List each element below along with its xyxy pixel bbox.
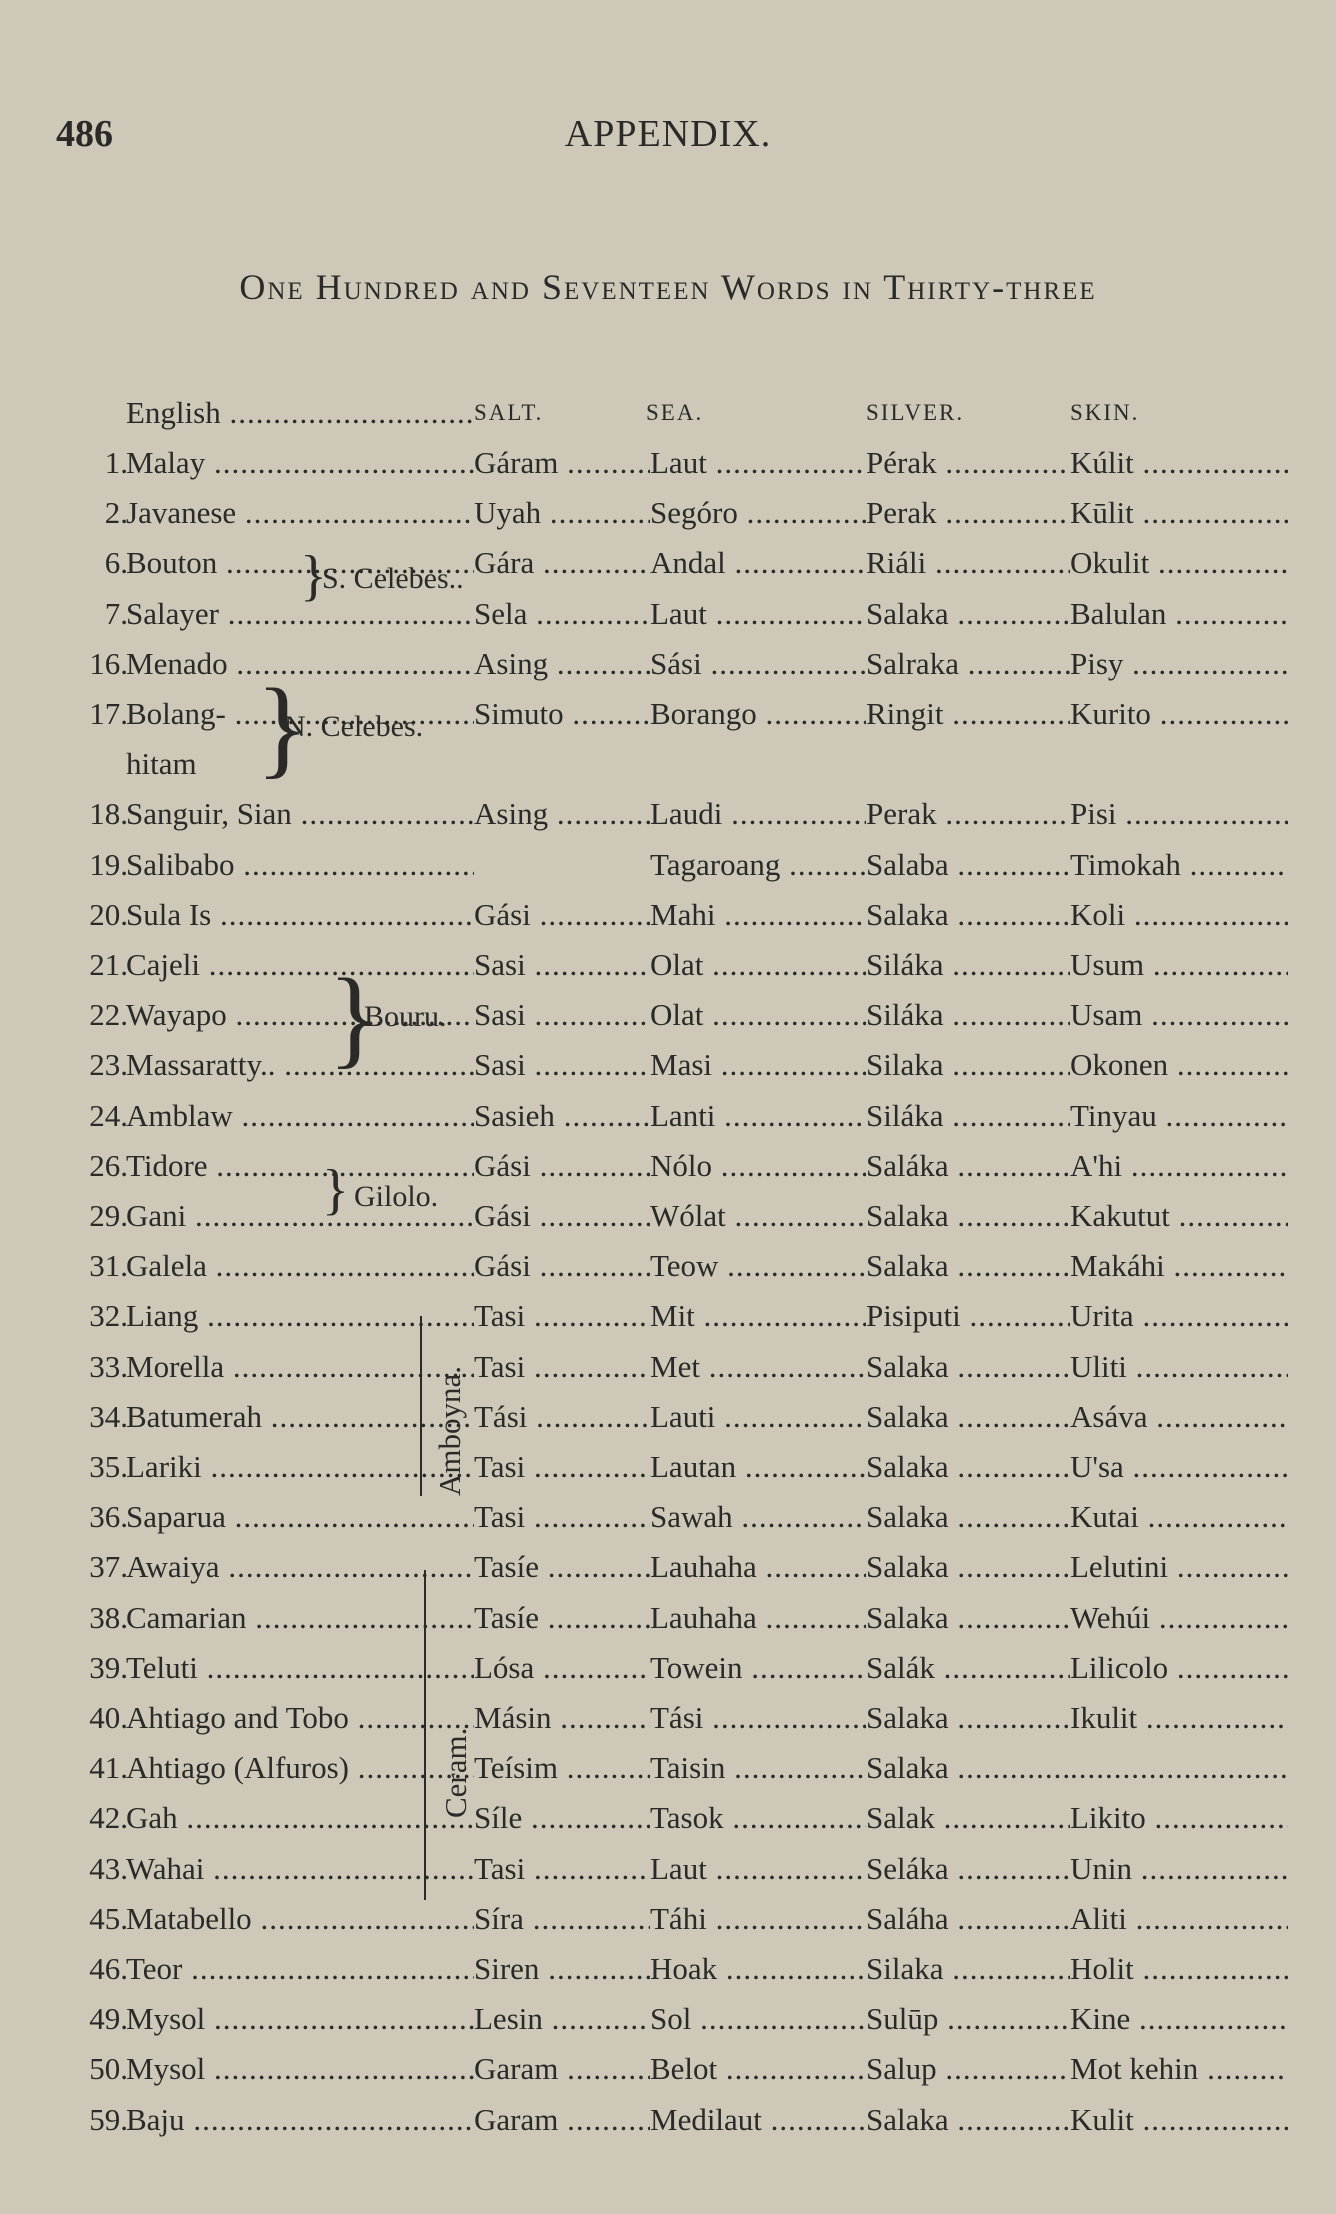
cell-silver: Riáli ..... xyxy=(866,538,1070,588)
cell-silver: Salup ..... xyxy=(866,2044,1070,2094)
cell-skin: Urita ..... xyxy=(1070,1291,1288,1341)
cell-sea: Masi ..... xyxy=(650,1040,866,1090)
header-salt: SALT. xyxy=(474,400,544,425)
cell-silver: Salaka ..... xyxy=(866,2095,1070,2145)
cell-num: 42. xyxy=(89,1800,128,1836)
cell-skin: Kakutut ..... xyxy=(1070,1191,1288,1241)
cell-num: 22. xyxy=(89,997,128,1033)
cell-skin: Lelutini ..... xyxy=(1070,1542,1288,1592)
cell-skin: Okonen ..... xyxy=(1070,1040,1288,1090)
cell-skin: Koli ..... xyxy=(1070,890,1288,940)
cell-sea: Lanti ..... xyxy=(650,1091,866,1141)
cell-skin: Likito ..... xyxy=(1070,1793,1288,1843)
cell-skin: Kūlit ..... xyxy=(1070,488,1288,538)
cell-salt: Másin ..... xyxy=(474,1693,650,1743)
cell-num: 21. xyxy=(89,947,128,982)
cell-skin: Lilicolo ..... xyxy=(1070,1643,1288,1693)
table-row xyxy=(0,1442,1336,1492)
cell-silver: Saláha ..... xyxy=(866,1894,1070,1944)
cell-lang: Ahtiago (Alfuros) ..... xyxy=(126,1743,474,1793)
running-head: APPENDIX. xyxy=(564,113,772,155)
cell-salt: Lósa ..... xyxy=(474,1643,650,1693)
group-bouru: Bouru. xyxy=(364,1000,447,1033)
cell-salt: Gási ..... xyxy=(474,1141,650,1191)
table-row xyxy=(0,890,1336,940)
cell-skin: Aliti ..... xyxy=(1070,1894,1288,1944)
table-row xyxy=(0,1091,1336,1141)
cell-skin: Unin ..... xyxy=(1070,1844,1288,1894)
table-row xyxy=(0,589,1336,639)
cell-salt: Síra ..... xyxy=(474,1894,650,1944)
table-row xyxy=(0,1944,1336,1994)
cell-sea: Sási ..... xyxy=(650,639,866,689)
cell-sea: Laudi ..... xyxy=(650,789,866,839)
table-row xyxy=(0,538,1336,588)
table-row xyxy=(0,940,1336,990)
cell-skin: Kúlit ..... xyxy=(1070,438,1288,488)
cell-lang: Mysol ..... xyxy=(126,2044,474,2094)
cell-lang: Gah ..... xyxy=(126,1793,474,1843)
cell-sea: Sol ..... xyxy=(650,1994,866,2044)
cell-silver: Silaka ..... xyxy=(866,1040,1070,1090)
cell-silver: Salak ..... xyxy=(866,1793,1070,1843)
cell-sea: Lautan ..... xyxy=(650,1442,866,1492)
cell-num: 31. xyxy=(89,1248,128,1284)
cell-num: 39. xyxy=(89,1649,128,1685)
cell-lang: Wayapo ..... xyxy=(126,990,474,1040)
cell-skin: Usum ..... xyxy=(1070,940,1288,990)
cell-salt: Gáram ..... xyxy=(474,438,650,488)
table-row xyxy=(0,1291,1336,1341)
cell-lang: Bolang- ..... xyxy=(126,689,474,739)
cell-sea: Hoak ..... xyxy=(650,1944,866,1994)
cell-sea: Tasok ..... xyxy=(650,1793,866,1843)
cell-silver: Salaba ..... xyxy=(866,840,1070,890)
cell-salt: Garam ..... xyxy=(474,2044,650,2094)
cell-lang: Camarian ..... xyxy=(126,1593,474,1643)
cell-num: 1. xyxy=(104,445,128,480)
s-celebes-brace: } xyxy=(300,545,327,607)
cell-num: 2. xyxy=(104,495,128,531)
cell-sea: Borango ..... xyxy=(650,689,866,739)
cell-silver: Salaka ..... xyxy=(866,589,1070,639)
cell-salt: Simuto ..... xyxy=(474,689,650,739)
cell-salt: Gára ..... xyxy=(474,538,650,588)
cell-lang: Massaratty.. ..... xyxy=(126,1040,474,1090)
cell-num: 33. xyxy=(89,1348,128,1384)
cell-num: 23. xyxy=(89,1047,128,1083)
cell-sea: Olat ..... xyxy=(650,990,866,1040)
table-row xyxy=(0,689,1336,739)
cell-sea: Met ..... xyxy=(650,1342,866,1392)
cell-skin: Kutai ..... xyxy=(1070,1492,1288,1542)
cell-silver: Silaka ..... xyxy=(866,1944,1070,1994)
header-sea: SEA. xyxy=(646,400,704,425)
cell-skin: Makáhi ..... xyxy=(1070,1241,1288,1291)
table-row xyxy=(0,1241,1336,1291)
cell-silver: Seláka ..... xyxy=(866,1844,1070,1894)
cell-sea: Segóro ..... xyxy=(650,488,866,538)
cell-silver: Ringit ..... xyxy=(866,689,1070,739)
cell-sea: Lauti ..... xyxy=(650,1392,866,1442)
table-row xyxy=(0,1191,1336,1241)
cell-lang: Mysol ..... xyxy=(126,1994,474,2044)
table-row xyxy=(0,488,1336,538)
cell-salt: Sasi ..... xyxy=(474,990,650,1040)
cell-sea: Lauhaha ..... xyxy=(650,1593,866,1643)
table-row xyxy=(0,1342,1336,1392)
header-row xyxy=(0,388,1336,438)
cell-num: 59. xyxy=(89,2101,128,2137)
cell-sea: Lauhaha ..... xyxy=(650,1542,866,1592)
cell-skin: Balulan ..... xyxy=(1070,589,1288,639)
cell-salt: Tasi ..... xyxy=(474,1291,650,1341)
table-row xyxy=(0,639,1336,689)
cell-salt: Garam ..... xyxy=(474,2095,650,2145)
cell-lang: Teluti ..... xyxy=(126,1643,474,1693)
table-row xyxy=(0,739,1336,789)
cell-sea: Teow ..... xyxy=(650,1241,866,1291)
cell-skin: U'sa ..... xyxy=(1070,1442,1288,1492)
cell-salt: Tasíe ..... xyxy=(474,1542,650,1592)
cell-num: 26. xyxy=(89,1147,128,1183)
amboyna-bracket xyxy=(420,1316,422,1496)
cell-salt: Gási ..... xyxy=(474,1241,650,1291)
group-s-celebes: S. Celebes.. xyxy=(322,562,464,595)
cell-lang: Saparua ..... xyxy=(126,1492,474,1542)
page-number: 486 xyxy=(56,113,113,155)
table-row xyxy=(0,438,1336,488)
cell-silver: Salák ..... xyxy=(866,1643,1070,1693)
cell-salt: Síle ..... xyxy=(474,1793,650,1843)
cell-lang: Cajeli ..... xyxy=(126,940,474,990)
cell-sea: Wólat ..... xyxy=(650,1191,866,1241)
cell-lang: Sanguir, Sian ..... xyxy=(126,789,474,839)
cell-salt: Sasieh ..... xyxy=(474,1091,650,1141)
cell-skin xyxy=(1070,1743,1288,1793)
cell-silver: Salaka ..... xyxy=(866,1191,1070,1241)
cell-lang: Lariki ..... xyxy=(126,1442,474,1492)
cell-salt: Tási ..... xyxy=(474,1392,650,1442)
cell-salt: Siren ..... xyxy=(474,1944,650,1994)
cell-lang: Menado ..... xyxy=(126,639,474,689)
cell-salt: Asing ..... xyxy=(474,639,650,689)
cell-num: 37. xyxy=(89,1549,128,1585)
gilolo-brace: } xyxy=(322,1159,349,1221)
cell-lang: Awaiya ..... xyxy=(126,1542,474,1592)
cell-num: 49. xyxy=(89,2001,128,2037)
cell-lang: Wahai ..... xyxy=(126,1844,474,1894)
cell-silver: Salaka ..... xyxy=(866,1241,1070,1291)
cell-num: 46. xyxy=(89,1951,128,1986)
cell-num: 16. xyxy=(89,645,128,681)
cell-salt: Tasi ..... xyxy=(474,1844,650,1894)
cell-skin: Kine ..... xyxy=(1070,1994,1288,2044)
cell-lang: Batumerah ..... xyxy=(126,1392,474,1442)
cell-sea: Tási ..... xyxy=(650,1693,866,1743)
cell-lang: Javanese ..... xyxy=(126,488,474,538)
cell-sea: Belot ..... xyxy=(650,2044,866,2094)
table-row xyxy=(0,1643,1336,1693)
cell-skin: A'hi ..... xyxy=(1070,1141,1288,1191)
cell-salt: Uyah ..... xyxy=(474,488,650,538)
cell-lang: Liang ..... xyxy=(126,1291,474,1341)
cell-num: 24. xyxy=(89,1097,128,1133)
cell-silver: Salaka ..... xyxy=(866,1442,1070,1492)
cell-lang: hitam xyxy=(126,746,197,782)
cell-salt: Sela ..... xyxy=(474,589,650,639)
cell-lang: Ahtiago and Tobo ..... xyxy=(126,1693,474,1743)
cell-silver: Salaka ..... xyxy=(866,1542,1070,1592)
cell-sea: Táhi ..... xyxy=(650,1894,866,1944)
cell-lang: Malay ..... xyxy=(126,438,474,488)
cell-silver: Salaka ..... xyxy=(866,1693,1070,1743)
cell-num: 36. xyxy=(89,1499,128,1535)
cell-silver: Salaka ..... xyxy=(866,1342,1070,1392)
cell-silver: Salaka ..... xyxy=(866,1492,1070,1542)
cell-num: 50. xyxy=(89,2051,128,2087)
cell-num: 19. xyxy=(89,846,128,882)
cell-sea: Taisin ..... xyxy=(650,1743,866,1793)
cell-num: 7. xyxy=(104,595,128,631)
group-n-celebes: N. Celebes. xyxy=(284,710,424,743)
cell-skin: Mot kehin ..... xyxy=(1070,2044,1288,2094)
cell-skin: Usam ..... xyxy=(1070,990,1288,1040)
table-row xyxy=(0,2044,1336,2094)
table-row xyxy=(0,2095,1336,2145)
header-skin: SKIN. xyxy=(1070,400,1140,425)
cell-silver: Salaka ..... xyxy=(866,1392,1070,1442)
cell-silver: Sulūp ..... xyxy=(866,1994,1070,2044)
cell-silver: Salraka ..... xyxy=(866,639,1070,689)
cell-sea: Towein ..... xyxy=(650,1643,866,1693)
cell-lang: Morella ..... xyxy=(126,1342,474,1392)
table-row xyxy=(0,840,1336,890)
cell-num: 40. xyxy=(89,1700,128,1735)
cell-sea: Sawah ..... xyxy=(650,1492,866,1542)
cell-salt: Tasíe ..... xyxy=(474,1593,650,1643)
cell-lang: Tidore ..... xyxy=(126,1141,474,1191)
n-celebes-brace: } xyxy=(256,666,309,788)
table-title: One Hundred and Seventeen Words in Thirty-three xyxy=(239,267,1097,307)
cell-silver: Salaka ..... xyxy=(866,1593,1070,1643)
cell-skin: Holit ..... xyxy=(1070,1944,1288,1994)
cell-sea: Mit ..... xyxy=(650,1291,866,1341)
table-row xyxy=(0,1994,1336,2044)
cell-skin: Uliti ..... xyxy=(1070,1342,1288,1392)
group-amboyna: Amboyna. xyxy=(432,1365,467,1496)
cell-skin: Ikulit ..... xyxy=(1070,1693,1288,1743)
table-row xyxy=(0,1141,1336,1191)
cell-salt: Teísim ..... xyxy=(474,1743,650,1793)
cell-num: 35. xyxy=(89,1449,128,1484)
cell-silver: Saláka ..... xyxy=(866,1141,1070,1191)
cell-sea: Laut ..... xyxy=(650,1844,866,1894)
table-row xyxy=(0,1793,1336,1843)
cell-num: 17. xyxy=(89,696,128,731)
cell-silver: Siláka ..... xyxy=(866,1091,1070,1141)
table-row xyxy=(0,1040,1336,1090)
group-ceram: Ceram. xyxy=(438,1727,473,1818)
cell-num: 29. xyxy=(89,1198,128,1233)
cell-lang: Matabello ..... xyxy=(126,1894,474,1944)
table-row xyxy=(0,1894,1336,1944)
cell-lang: Teor ..... xyxy=(126,1944,474,1994)
cell-lang: Galela ..... xyxy=(126,1241,474,1291)
table-row xyxy=(0,1593,1336,1643)
table-row xyxy=(0,1844,1336,1894)
cell-sea: Olat ..... xyxy=(650,940,866,990)
cell-salt: Gási ..... xyxy=(474,1191,650,1241)
cell-salt: Asing ..... xyxy=(474,789,650,839)
table-row xyxy=(0,1392,1336,1442)
cell-skin: Tinyau ..... xyxy=(1070,1091,1288,1141)
bouru-brace: } xyxy=(328,956,381,1078)
cell-sea: Medilaut ..... xyxy=(650,2095,866,2145)
cell-silver: Perak ..... xyxy=(866,789,1070,839)
cell-num: 34. xyxy=(89,1398,128,1434)
cell-skin: Asáva ..... xyxy=(1070,1392,1288,1442)
cell-skin: Kurito ..... xyxy=(1070,689,1288,739)
table-row xyxy=(0,1743,1336,1793)
cell-silver: Pérak ..... xyxy=(866,438,1070,488)
cell-silver: Salaka ..... xyxy=(866,1743,1070,1793)
cell-skin: Wehúi ..... xyxy=(1070,1593,1288,1643)
cell-salt: Gási ..... xyxy=(474,890,650,940)
cell-lang: Sula Is ..... xyxy=(126,890,474,940)
cell-skin: Okulit ..... xyxy=(1070,538,1288,588)
cell-sea: Tagaroang ..... xyxy=(650,840,866,890)
cell-salt: Tasi ..... xyxy=(474,1442,650,1492)
cell-silver: Siláka ..... xyxy=(866,990,1070,1040)
cell-skin: Timokah ..... xyxy=(1070,840,1288,890)
cell-num: 6. xyxy=(104,545,128,581)
cell-lang: Bouton ..... xyxy=(126,538,474,588)
cell-skin: Pisy ..... xyxy=(1070,639,1288,689)
cell-salt: Sasi ..... xyxy=(474,1040,650,1090)
cell-silver: Pisiputi ..... xyxy=(866,1291,1070,1341)
cell-num: 45. xyxy=(89,1900,128,1936)
cell-salt: Tasi ..... xyxy=(474,1492,650,1542)
cell-sea: Mahi ..... xyxy=(650,890,866,940)
cell-lang: Salayer ..... xyxy=(126,589,474,639)
cell-sea: Laut ..... xyxy=(650,438,866,488)
cell-lang: Salibabo ..... xyxy=(126,840,474,890)
ceram-bracket xyxy=(424,1570,426,1900)
table-row xyxy=(0,789,1336,839)
cell-skin: Kulit ..... xyxy=(1070,2095,1288,2145)
cell-salt: Lesin ..... xyxy=(474,1994,650,2044)
group-gilolo: Gilolo. xyxy=(354,1180,439,1213)
cell-num: 18. xyxy=(89,796,128,832)
cell-lang: Amblaw ..... xyxy=(126,1091,474,1141)
cell-lang: Baju ..... xyxy=(126,2095,474,2145)
cell-salt: Tasi ..... xyxy=(474,1342,650,1392)
cell-sea: Laut ..... xyxy=(650,589,866,639)
table-row xyxy=(0,1693,1336,1743)
header-english: English ..... xyxy=(126,388,474,438)
cell-num: 43. xyxy=(89,1850,128,1886)
cell-num: 32. xyxy=(89,1298,128,1334)
cell-silver: Perak ..... xyxy=(866,488,1070,538)
cell-sea: Andal ..... xyxy=(650,538,866,588)
header-silver: SILVER. xyxy=(866,400,965,425)
cell-silver: Salaka ..... xyxy=(866,890,1070,940)
cell-num: 20. xyxy=(89,896,128,932)
table-row xyxy=(0,1542,1336,1592)
cell-lang: Gani ..... xyxy=(126,1191,474,1241)
table-row xyxy=(0,990,1336,1040)
cell-sea: Nólo ..... xyxy=(650,1141,866,1191)
table-row xyxy=(0,1492,1336,1542)
cell-salt: Sasi ..... xyxy=(474,940,650,990)
cell-silver: Siláka ..... xyxy=(866,940,1070,990)
cell-skin: Pisi ..... xyxy=(1070,789,1288,839)
cell-num: 38. xyxy=(89,1599,128,1635)
cell-num: 41. xyxy=(89,1750,128,1786)
